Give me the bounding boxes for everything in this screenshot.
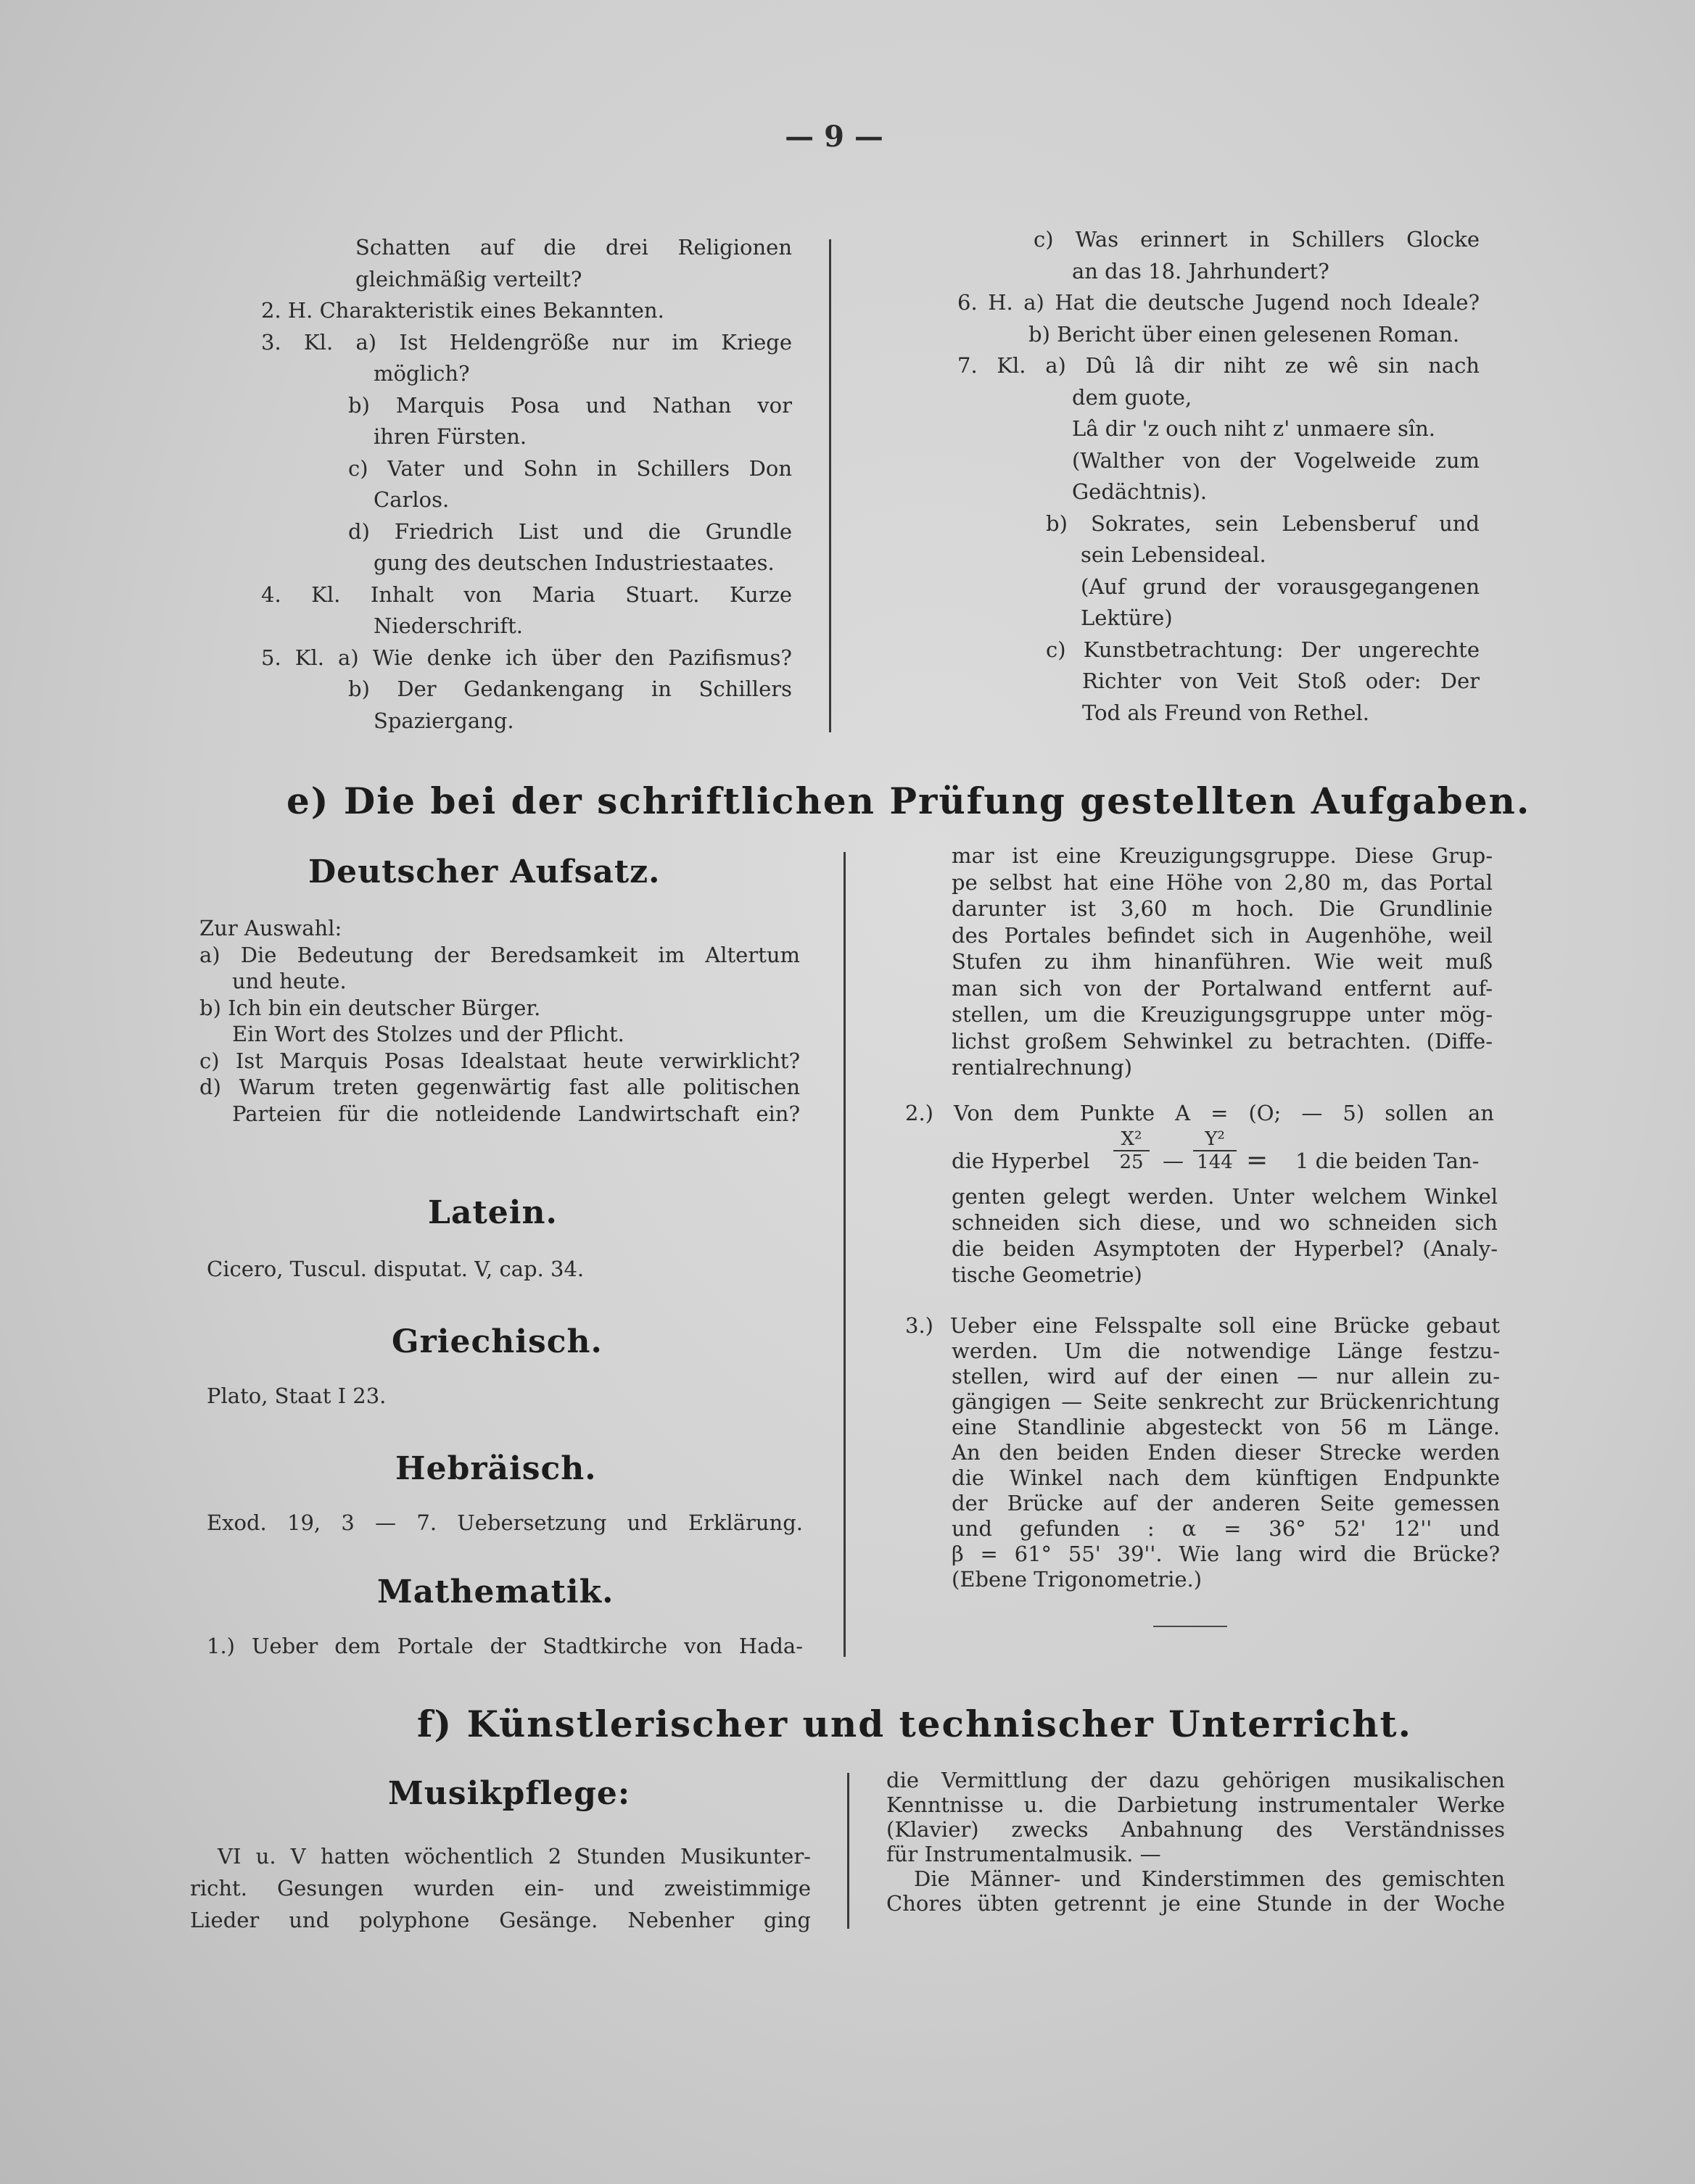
text-line: richt. Gesungen wurden ein- und zweistimmige bbox=[190, 1876, 811, 1900]
text-line: Ein Wort des Stolzes und der Pflicht. bbox=[232, 1022, 624, 1046]
text-line: der Brücke auf der anderen Seite gemessen bbox=[952, 1491, 1500, 1515]
text-line: gängigen — Seite senkrecht zur Brückenrichtung bbox=[952, 1389, 1500, 1414]
text-line: für Instrumentalmusik. — bbox=[886, 1842, 1161, 1866]
text-line: Stufen zu ihm hinanführen. Wie weit muß bbox=[952, 949, 1493, 974]
hyperbel-suffix: 1 die beiden Tan- bbox=[1295, 1149, 1480, 1173]
text-line: VI u. V hatten wöchentlich 2 Stunden Musikunter- bbox=[218, 1844, 811, 1869]
text-line: 7. Kl. a) Dû lâ dir niht ze wê sin nach bbox=[957, 353, 1480, 378]
text-line: sein Lebensideal. bbox=[1081, 542, 1266, 567]
page-number: — 9 — bbox=[785, 120, 883, 154]
text-line: (Walther von der Vogelweide zum bbox=[1072, 447, 1480, 473]
text-line: 5. Kl. a) Wie denke ich über den Pazifismus? bbox=[261, 645, 792, 670]
text-line: c) Was erinnert in Schillers Glocke bbox=[1034, 227, 1480, 252]
text-line: Niederschrift. bbox=[374, 613, 523, 638]
text-line: Spaziergang. bbox=[374, 708, 514, 733]
text-line: b) Ich bin ein deutscher Bürger. bbox=[199, 995, 541, 1020]
text-line: b) Der Gedankengang in Schillers bbox=[348, 677, 792, 701]
text-line: eine Standlinie abgesteckt von 56 m Länge. bbox=[952, 1415, 1500, 1439]
fraction-x2-25 bbox=[1113, 1130, 1150, 1172]
text-line: möglich? bbox=[374, 361, 470, 386]
text-line: gung des deutschen Industriestaates. bbox=[374, 550, 775, 575]
text-line: werden. Um die notwendige Länge festzu- bbox=[952, 1339, 1500, 1363]
hebraeisch-text: Exod. 19, 3 — 7. Uebersetzung und Erklärung. bbox=[207, 1510, 803, 1535]
text-line: b) Sokrates, sein Lebensberuf und bbox=[1046, 510, 1480, 536]
text-line: β = 61° 55' 39''. Wie lang wird die Brücke? bbox=[952, 1542, 1500, 1566]
end-rule bbox=[1153, 1626, 1227, 1627]
text-line: Schatten auf die drei Religionen bbox=[355, 235, 792, 260]
text-line: b) Marquis Posa und Nathan vor bbox=[348, 392, 792, 418]
text-line: und heute. bbox=[232, 969, 347, 993]
text-line: darunter ist 3,60 m hoch. Die Grundlinie bbox=[952, 896, 1493, 921]
text-line: die beiden Asymptoten der Hyperbel? (Analy- bbox=[952, 1236, 1498, 1261]
fraction-y2-144 bbox=[1193, 1130, 1237, 1172]
column-divider-top bbox=[829, 239, 831, 732]
text-line: Lâ dir 'z ouch niht z' unmaere sîn. bbox=[1072, 416, 1436, 441]
text-line: c) Ist Marquis Posas Idealstaat heute verwirklicht? bbox=[199, 1048, 800, 1073]
text-line: (Auf grund der vorausgegangenen bbox=[1081, 574, 1480, 599]
text-line: pe selbst hat eine Höhe von 2,80 m, das Portal bbox=[952, 869, 1493, 895]
text-line: des Portales befindet sich in Augenhöhe, weil bbox=[952, 922, 1493, 948]
text-line: mar ist eine Kreuzigungsgruppe. Diese Grup- bbox=[952, 843, 1493, 868]
text-line: Tod als Freund von Rethel. bbox=[1082, 700, 1370, 725]
hebraeisch-heading: Hebräisch. bbox=[395, 1450, 597, 1487]
latein-text: Cicero, Tuscul. disputat. V, cap. 34. bbox=[207, 1257, 585, 1281]
text-line: a) Die Bedeutung der Beredsamkeit im Altertum bbox=[199, 942, 800, 967]
text-line: Zur Auswahl: bbox=[199, 916, 342, 940]
text-line: Parteien für die notleidende Landwirtschaft ein? bbox=[232, 1101, 800, 1126]
column-divider-f bbox=[847, 1773, 849, 1929]
text-line: (Ebene Trigonometrie.) bbox=[952, 1567, 1203, 1592]
griechisch-text: Plato, Staat I 23. bbox=[207, 1383, 387, 1408]
deutscher-aufsatz-heading: Deutscher Aufsatz. bbox=[308, 853, 661, 890]
text-line: genten gelegt werden. Unter welchem Winkel bbox=[952, 1184, 1498, 1209]
equals-sign: = bbox=[1246, 1146, 1269, 1175]
text-line: stellen, wird auf der einen — nur allein zu- bbox=[952, 1364, 1500, 1389]
text-line: (Klavier) zwecks Anbahnung des Verständnisses bbox=[886, 1817, 1505, 1842]
text-line: 4. Kl. Inhalt von Maria Stuart. Kurze bbox=[261, 582, 792, 607]
math-task2-line1: 2.) Von dem Punkte A = (O; — 5) sollen an bbox=[905, 1101, 1494, 1125]
text-line: 3.) Ueber eine Felsspalte soll eine Brücke gebaut bbox=[905, 1313, 1500, 1338]
text-line: an das 18. Jahrhundert? bbox=[1072, 258, 1329, 284]
fraction-144-denominator: 144 bbox=[1197, 1151, 1233, 1173]
text-line: c) Vater und Sohn in Schillers Don bbox=[348, 455, 792, 481]
math-task1-start: 1.) Ueber dem Portale der Stadtkirche von Hada- bbox=[207, 1634, 803, 1658]
section-f-title: f) Künstlerischer und technischer Unterricht. bbox=[417, 1703, 1413, 1745]
griechisch-heading: Griechisch. bbox=[392, 1323, 603, 1360]
text-line: Chores übten getrennt je eine Stunde in der Woche bbox=[886, 1891, 1505, 1916]
hyperbel-prefix: die Hyperbel bbox=[952, 1149, 1090, 1173]
text-line: man sich von der Portalwand entfernt auf- bbox=[952, 975, 1493, 1001]
text-line: c) Kunstbetrachtung: Der ungerechte bbox=[1046, 637, 1480, 662]
text-line: b) Bericht über einen gelesenen Roman. bbox=[1028, 321, 1460, 347]
text-line: Gedächtnis). bbox=[1072, 479, 1208, 504]
text-line: 6. H. a) Hat die deutsche Jugend noch Ideale? bbox=[957, 290, 1480, 315]
text-line: Carlos. bbox=[374, 487, 450, 512]
text-line: schneiden sich diese, und wo schneiden sich bbox=[952, 1210, 1498, 1235]
minus-sign: — bbox=[1163, 1149, 1184, 1173]
text-line: ihren Fürsten. bbox=[374, 424, 527, 449]
text-line: d) Friedrich List und die Grundle bbox=[348, 518, 792, 544]
fraction-y2-numerator: Y² bbox=[1205, 1128, 1225, 1150]
text-line: und gefunden : α = 36° 52' 12'' und bbox=[952, 1516, 1500, 1541]
text-line: gleichmäßig verteilt? bbox=[355, 266, 582, 291]
latein-heading: Latein. bbox=[428, 1194, 558, 1231]
text-line: Kenntnisse u. die Darbietung instrumentaler Werke bbox=[886, 1792, 1505, 1817]
musikpflege-heading: Musikpflege: bbox=[388, 1775, 631, 1812]
text-line: 2. H. Charakteristik eines Bekannten. bbox=[261, 298, 664, 323]
fraction-x2-numerator: X² bbox=[1121, 1128, 1142, 1150]
section-e-title: e) Die bei der schriftlichen Prüfung gestellten Aufgaben. bbox=[286, 779, 1531, 822]
mathematik-heading: Mathematik. bbox=[377, 1573, 614, 1610]
text-line: Lieder und polyphone Gesänge. Nebenher ging bbox=[190, 1908, 811, 1932]
column-divider-e bbox=[844, 852, 846, 1657]
fraction-25-denominator: 25 bbox=[1119, 1151, 1144, 1173]
text-line: die Winkel nach dem künftigen Endpunkte bbox=[952, 1465, 1500, 1490]
text-line: Richter von Veit Stoß oder: Der bbox=[1082, 669, 1480, 693]
text-line: d) Warum treten gegenwärtig fast alle politischen bbox=[199, 1075, 800, 1099]
text-line: lichst großem Sehwinkel zu betrachten. (Diffe- bbox=[952, 1028, 1493, 1054]
text-line: 3. Kl. a) Ist Heldengröße nur im Kriege bbox=[261, 329, 792, 355]
text-line: stellen, um die Kreuzigungsgruppe unter mög- bbox=[952, 1002, 1493, 1027]
text-line: die Vermittlung der dazu gehörigen musikalischen bbox=[886, 1768, 1505, 1792]
text-line: tische Geometrie) bbox=[952, 1262, 1142, 1287]
text-line: Lektüre) bbox=[1081, 605, 1173, 630]
text-line: dem guote, bbox=[1072, 384, 1192, 410]
text-line: rentialrechnung) bbox=[952, 1055, 1133, 1080]
text-line: Die Männer- und Kinderstimmen des gemischten bbox=[914, 1866, 1505, 1891]
text-line: An den beiden Enden dieser Strecke werden bbox=[952, 1440, 1500, 1465]
